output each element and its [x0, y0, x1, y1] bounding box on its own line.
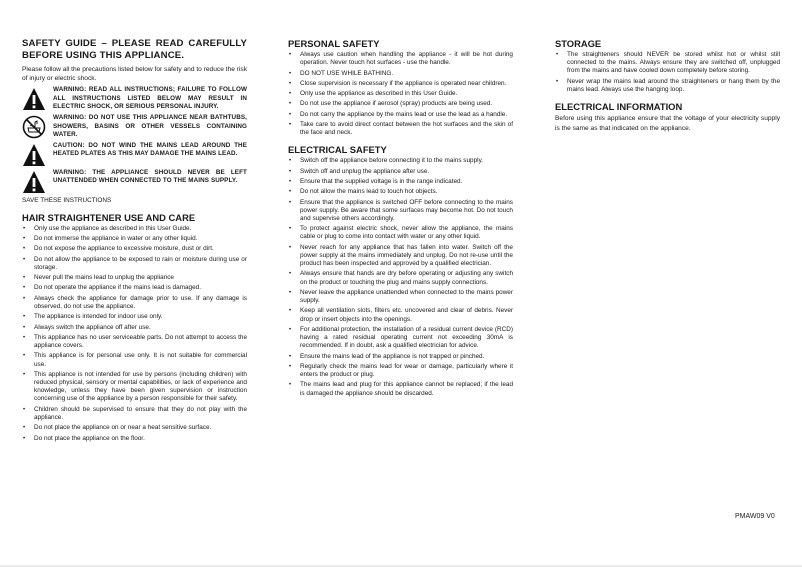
bullet-icon: •	[289, 199, 292, 206]
warning-text: WARNING: DO NOT USE THIS APPLIANCE NEAR BATHTUBS, SHOWERS, BASINS OR OTHER VESSELS CONTAINING WATER.	[53, 114, 247, 139]
bullet-icon: •	[289, 189, 292, 196]
electrical-information-text: Before using this appliance ensure that the voltage of your electricity supply is the same as that indicated on the appliance.	[555, 115, 780, 132]
bullet-icon: •	[289, 244, 292, 251]
list-item	[288, 90, 513, 98]
list-item	[288, 381, 513, 397]
bullet-icon: •	[289, 91, 292, 98]
bullet-icon: •	[23, 425, 26, 432]
bullet-icon: •	[23, 371, 26, 378]
electrical-safety-list	[288, 157, 513, 398]
list-item-text: Ensure the mains lead of the appliance is not trapped or pinched.	[300, 352, 485, 360]
list-item-text: Take care to avoid direct contact between the hot surfaces and the skin of the face and neck.	[300, 120, 513, 137]
document-code: PMAW09 V0	[735, 513, 775, 520]
bullet-icon: •	[289, 226, 292, 233]
column-storage	[555, 38, 780, 136]
list-item	[22, 225, 247, 233]
list-item-text: The mains lead and plug for this appliance cannot be replaced; if the lead is damaged the appliance should be discarded.	[300, 381, 513, 397]
list-item-text: Always check the appliance for damage prior to use. If any damage is observed, do not use the appliance.	[34, 294, 247, 310]
list-item-text: Ensure that the supplied voltage is in the range indicated.	[300, 177, 463, 185]
storage-list	[555, 51, 780, 94]
personal-safety-list	[288, 51, 513, 137]
list-item-text: Never pull the mains lead to unplug the appliance	[34, 274, 174, 282]
column-safety-guide	[22, 38, 247, 450]
list-item	[288, 157, 513, 165]
bullet-icon: •	[23, 236, 26, 243]
list-item	[288, 244, 513, 269]
list-item	[288, 121, 513, 137]
bullet-icon: •	[289, 168, 292, 175]
list-item-text: To protect against electric shock, never allow the appliance, the mains cable or plug to come into contact with water or any other liquid.	[300, 225, 513, 241]
warning-triangle-icon	[22, 170, 46, 194]
caution-mains-lead	[22, 142, 247, 167]
list-item-text: Do not allow the mains lead to touch hot objects.	[300, 188, 438, 196]
list-item-text: Never leave the appliance unattended when connected to the mains power supply.	[300, 288, 513, 305]
bullet-icon: •	[289, 111, 292, 118]
list-item	[22, 274, 247, 282]
list-item-text: Close supervision is necessary if the appliance is operated near children.	[300, 79, 507, 87]
list-item-text: Always ensure that hands are dry before operating or adjusting any switch on the product or touching the plug and mains supply connections.	[300, 270, 513, 286]
warning-read-instructions	[22, 86, 247, 112]
list-item	[288, 270, 513, 286]
list-item	[288, 225, 513, 241]
list-item-text: This appliance has no user serviceable parts. Do not attempt to access the appliance covers.	[34, 333, 247, 350]
list-item	[22, 284, 247, 292]
bullet-icon: •	[289, 326, 292, 333]
bullet-icon: •	[289, 363, 292, 370]
list-item	[288, 100, 513, 108]
bullet-icon: •	[289, 101, 292, 108]
bullet-icon: •	[289, 382, 292, 389]
list-item-text: Always switch the appliance off after use.	[34, 323, 151, 331]
list-item-text: The straighteners should NEVER be stored whilst hot or whilst still connected to the mains. Always ensure they are switched off, unplugged from the mains and have cooled down completely before storing.	[567, 51, 780, 75]
list-item	[22, 295, 247, 311]
list-item-text: This appliance is for personal use only. It is not suitable for commercial use.	[34, 352, 247, 368]
bullet-icon: •	[23, 406, 26, 413]
bullet-icon: •	[556, 78, 559, 85]
list-item-text: Never reach for any appliance that has fallen into water. Switch off the power supply at the mains immediately and unplug. Do not re-use until the product has been inspected and approved by a qualified electrician.	[300, 243, 513, 268]
list-item-text: Do not immerse the appliance in water or any other liquid.	[34, 235, 198, 243]
save-instructions-note: SAVE THESE INSTRUCTIONS	[22, 196, 112, 204]
list-item-text: For additional protection, the installation of a residual current device (RCD) having a rated residual operating current not exceeding 30mA is recommended. If in doubt, ask a qualified electrician for advice.	[300, 325, 513, 350]
bullet-icon: •	[289, 70, 292, 77]
list-item-text: Do not use the appliance if aerosol (spray) products are being used.	[300, 100, 493, 108]
list-item-text: Switch off and unplug the appliance after use.	[300, 167, 430, 175]
list-item	[555, 78, 780, 94]
list-item-text: Do not place the appliance on the floor.	[34, 434, 145, 442]
list-item	[288, 168, 513, 176]
intro-text: Please follow all the precautions listed below for safety and to reduce the risk of injury or electric shock.	[22, 66, 247, 82]
column-safety	[288, 38, 513, 405]
list-item-text: Only use the appliance as described in this User Guide.	[300, 90, 458, 98]
bullet-icon: •	[23, 275, 26, 282]
list-item	[22, 334, 247, 350]
warning-no-water	[22, 114, 247, 140]
list-item-text: This appliance is not intended for use by persons (including children) with reduced physical, sensory or mental capabilities, or lack of experience and knowledge, unless they have been given supervision or instruction concerning use of the appliance by a person responsible for their safety.	[34, 370, 247, 403]
list-item-text: Do not expose the appliance to excessive moisture, dust or dirt.	[34, 245, 214, 253]
bullet-icon: •	[23, 314, 26, 321]
list-item	[22, 313, 247, 321]
bullet-icon: •	[23, 353, 26, 360]
list-item-text: Children should be supervised to ensure that they do not play with the appliance.	[34, 405, 247, 421]
list-item	[288, 51, 513, 67]
bullet-icon: •	[289, 80, 292, 87]
bullet-icon: •	[289, 271, 292, 278]
list-item-text: Do not allow the appliance to be exposed to rain or moisture during use or storage.	[34, 255, 247, 271]
bullet-icon: •	[289, 308, 292, 315]
list-item	[288, 188, 513, 196]
list-item-text: Do not operate the appliance if the mains lead is damaged.	[34, 284, 201, 292]
list-item-text: DO NOT USE WHILE BATHING.	[300, 69, 394, 77]
bullet-icon: •	[23, 435, 26, 442]
list-item	[288, 353, 513, 361]
section-heading-use-care: HAIR STRAIGHTENER USE AND CARE	[22, 211, 196, 223]
list-item-text: Do not place the appliance on or near a heat sensitive surface.	[34, 424, 212, 432]
bullet-icon: •	[289, 178, 292, 185]
bullet-icon: •	[289, 289, 292, 296]
list-item-text: Only use the appliance as described in this User Guide.	[34, 224, 192, 232]
section-heading-storage: STORAGE	[555, 38, 602, 49]
bullet-icon: •	[556, 52, 559, 58]
list-item-text: Switch off the appliance before connecting it to the mains supply.	[300, 157, 484, 165]
list-item	[288, 289, 513, 305]
warning-text: CAUTION: DO NOT WIND THE MAINS LEAD AROUND THE HEATED PLATES AS THIS MAY DAMAGE THE MAINS LEAD.	[53, 141, 247, 158]
list-item-text: Keep all ventilation slots, filters etc. uncovered and clear of debris. Never drop or insert objects into the openings.	[300, 307, 513, 323]
list-item	[288, 111, 513, 119]
warning-triangle-icon	[22, 143, 46, 167]
bullet-icon: •	[23, 324, 26, 331]
page-title: SAFETY GUIDE – PLEASE READ CAREFULLY BEFORE USING THIS APPLIANCE.	[22, 38, 247, 62]
bullet-icon: •	[289, 52, 292, 58]
section-heading-electrical-safety: ELECTRICAL SAFETY	[288, 144, 387, 156]
list-item-text: Do not carry the appliance by the mains lead or use the lead as a handle.	[300, 110, 508, 118]
list-item	[22, 371, 247, 404]
list-item	[288, 199, 513, 224]
warning-triangle-icon	[22, 87, 46, 111]
list-item	[22, 406, 247, 422]
list-item	[288, 363, 513, 379]
list-item	[22, 435, 247, 443]
section-heading-electrical-information: ELECTRICAL INFORMATION	[555, 101, 683, 113]
list-item-text: Always use caution when handling the appliance - it will be hot during operation. Never touch hot surfaces - use the handle.	[300, 51, 513, 67]
warning-text: WARNING: READ ALL INSTRUCTIONS; FAILURE TO FOLLOW ALL INSTRUCTIONS LISTED BELOW MAY RESULT IN ELECTRIC SHOCK, OR SERIOUS PERSONAL INJURY.	[53, 86, 247, 111]
bullet-icon: •	[23, 246, 26, 253]
list-item-text: The appliance is intended for indoor use only.	[34, 313, 163, 321]
list-item	[288, 178, 513, 186]
list-item-text: Ensure that the appliance is switched OFF before connecting to the mains power supply. Be aware that some surfaces may become hot. Do not touch and supervise others accordingly.	[300, 198, 513, 222]
bullet-icon: •	[289, 353, 292, 360]
list-item	[288, 80, 513, 88]
bullet-icon: •	[23, 334, 26, 341]
list-item	[22, 324, 247, 332]
bullet-icon: •	[23, 256, 26, 263]
bullet-icon: •	[23, 295, 26, 302]
bullet-icon: •	[23, 225, 26, 232]
bullet-icon: •	[289, 158, 292, 165]
list-item	[22, 352, 247, 368]
list-item-text: Never wrap the mains lead around the straighteners or hang them by the mains lead. Always use the hanging loop.	[567, 77, 780, 93]
warning-text: WARNING: THE APPLIANCE SHOULD NEVER BE LEFT UNATTENDED WHEN CONNECTED TO THE MAINS SUPPLY.	[53, 168, 247, 185]
list-item	[555, 51, 780, 76]
section-heading-personal-safety: PERSONAL SAFETY	[288, 38, 380, 49]
no-bath-icon	[22, 115, 46, 139]
list-item-text: Regularly check the mains lead for wear or damage, particularly where it enters the product or plug.	[300, 362, 513, 379]
warning-unattended	[22, 169, 247, 194]
use-care-list	[22, 225, 247, 443]
list-item	[22, 424, 247, 432]
bullet-icon: •	[289, 121, 292, 128]
list-item	[22, 256, 247, 272]
list-item	[288, 70, 513, 78]
bullet-icon: •	[23, 285, 26, 292]
list-item	[22, 235, 247, 243]
list-item	[22, 245, 247, 253]
list-item	[288, 307, 513, 323]
list-item	[288, 326, 513, 351]
